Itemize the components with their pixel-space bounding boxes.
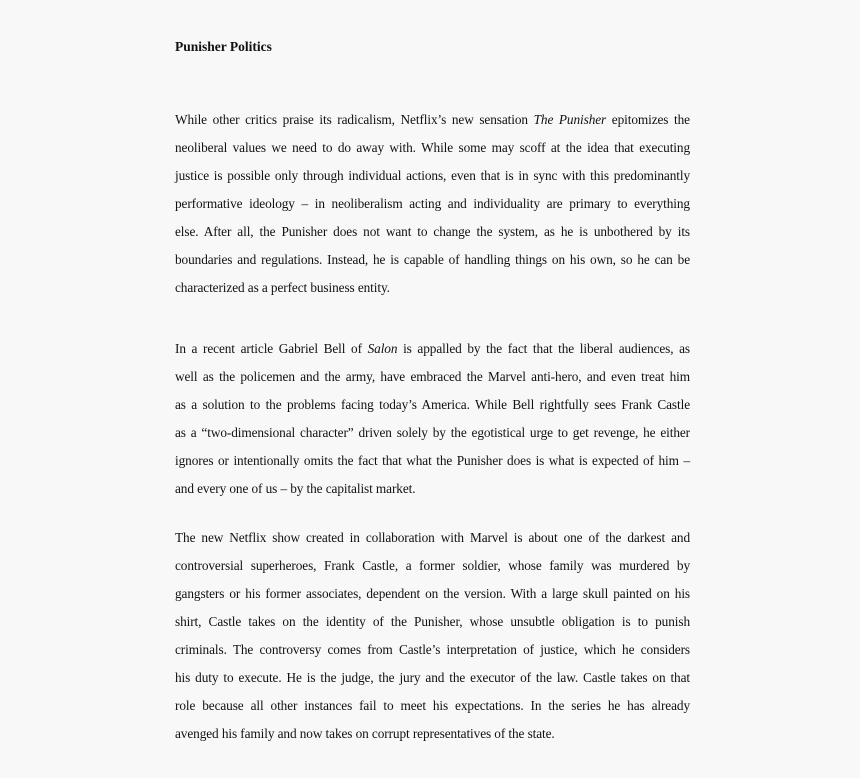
- text-line: [175, 134, 690, 162]
- text-line: [175, 552, 690, 580]
- text-segment: gangsters or his former associates, dependent on the version. With a large skull painted on his: [175, 586, 690, 601]
- text-segment: characterized as a perfect business entity.: [175, 280, 390, 295]
- text-line: [175, 608, 690, 636]
- document-title: Punisher Politics: [175, 39, 272, 54]
- text-segment: else. After all, the Punisher does not want to change the system, as he is unbothered by its: [175, 224, 690, 239]
- text-segment: While other critics praise its radicalism, Netflix’s new sensation: [175, 112, 534, 127]
- text-segment: as a solution to the problems facing today’s America. While Bell rightfully sees Frank Castle: [175, 397, 690, 412]
- text-segment: avenged his family and now takes on corrupt representatives of the state.: [175, 726, 555, 741]
- text-segment: shirt, Castle takes on the identity of the Punisher, whose unsubtle obligation is to punish: [175, 614, 690, 629]
- text-segment: ignores or intentionally omits the fact that what the Punisher does is what is expected of him –: [175, 453, 690, 468]
- italic-title: Salon: [367, 341, 398, 356]
- text-line: [175, 218, 690, 246]
- text-line: [175, 106, 690, 134]
- text-line: [175, 692, 690, 720]
- text-line: [175, 363, 690, 391]
- text-segment: is appalled by the fact that the liberal audiences, as: [397, 341, 690, 356]
- text-segment: well as the policemen and the army, have embraced the Marvel anti-hero, and even treat him: [175, 369, 690, 384]
- text-segment: as a “two-dimensional character” driven solely by the egotistical urge to get revenge, he either: [175, 425, 690, 440]
- text-line: [175, 475, 690, 503]
- document-page: [175, 0, 690, 778]
- text-segment: performative ideology – in neoliberalism acting and individuality are primary to everything: [175, 196, 690, 211]
- text-segment: neoliberal values we need to do away with. While some may scoff at the idea that executing: [175, 140, 690, 155]
- paragraph-3: [175, 524, 690, 748]
- text-line: [175, 524, 690, 552]
- text-segment: criminals. The controversy comes from Castle’s interpretation of justice, which he considers: [175, 642, 690, 657]
- text-segment: his duty to execute. He is the judge, the jury and the executor of the law. Castle takes on that: [175, 670, 690, 685]
- text-segment: role because all other instances fail to meet his expectations. In the series he has already: [175, 698, 690, 713]
- text-segment: epitomizes the: [606, 112, 690, 127]
- text-line: [175, 720, 690, 748]
- text-line: [175, 335, 690, 363]
- paragraph-2: [175, 335, 690, 503]
- text-line: [175, 162, 690, 190]
- text-segment: In a recent article Gabriel Bell of: [175, 341, 368, 356]
- text-line: [175, 246, 690, 274]
- paragraph-1: [175, 106, 690, 302]
- text-line: [175, 580, 690, 608]
- text-line: [175, 664, 690, 692]
- text-segment: controversial superheroes, Frank Castle, a former soldier, whose family was murdered by: [175, 558, 690, 573]
- text-line: [175, 274, 690, 302]
- text-segment: and every one of us – by the capitalist market.: [175, 481, 416, 496]
- text-line: [175, 391, 690, 419]
- text-line: [175, 447, 690, 475]
- text-line: [175, 636, 690, 664]
- text-segment: justice is possible only through individual actions, even that is in sync with this predominantly: [175, 168, 690, 183]
- italic-title: The Punisher: [533, 112, 607, 127]
- text-segment: The new Netflix show created in collaboration with Marvel is about one of the darkest and: [175, 530, 690, 545]
- text-segment: boundaries and regulations. Instead, he is capable of handling things on his own, so he can be: [175, 252, 690, 267]
- text-line: [175, 419, 690, 447]
- text-line: [175, 190, 690, 218]
